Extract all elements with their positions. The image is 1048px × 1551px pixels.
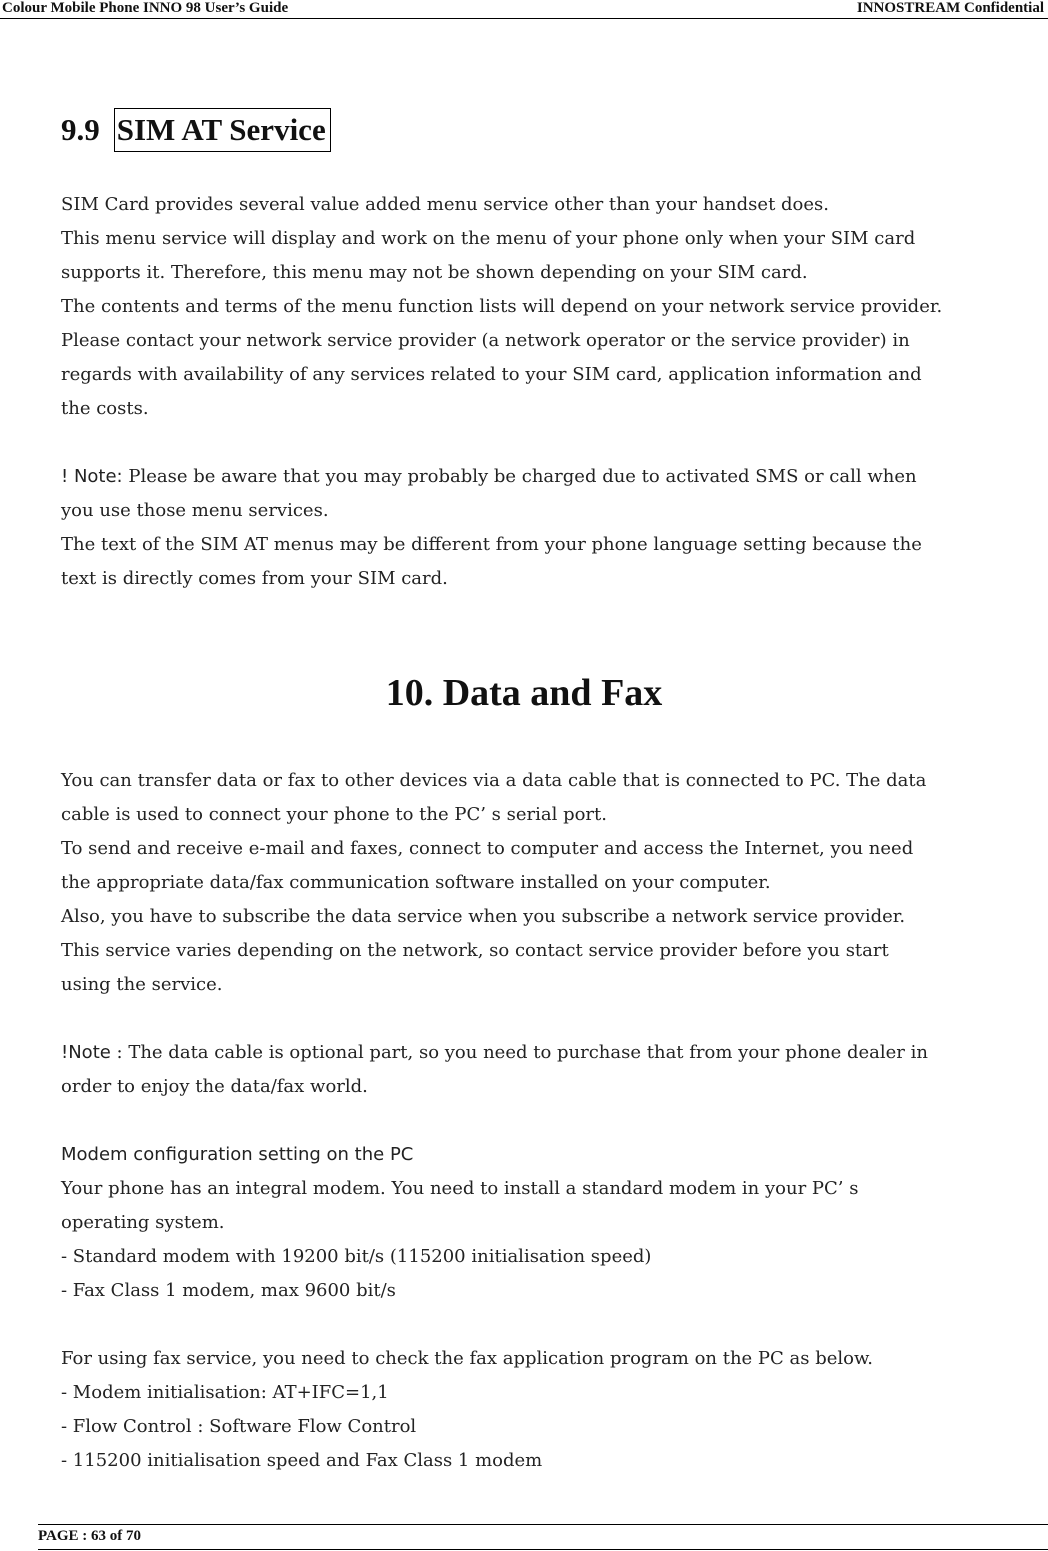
paragraph-line: the costs. <box>61 398 149 419</box>
section-heading <box>61 108 331 152</box>
note-text: Please be aware that you may probably be charged due to activated SMS or call when <box>122 466 917 487</box>
list-item: - Fax Class 1 modem, max 9600 bit/s <box>61 1280 396 1301</box>
paragraph-line: Also, you have to subscribe the data service when you subscribe a network service provider. <box>61 906 906 927</box>
header-confidential: INNOSTREAM Confidential <box>856 0 1044 16</box>
note-text: : The data cable is optional part, so you need to purchase that from your phone dealer in <box>110 1042 928 1063</box>
paragraph-line: supports it. Therefore, this menu may not be shown depending on your SIM card. <box>61 262 808 283</box>
list-item: - Modem initialisation: AT+IFC=1,1 <box>61 1382 389 1403</box>
note-line <box>61 460 1041 494</box>
paragraph-line: you use those menu services. <box>61 500 329 521</box>
paragraph-line: operating system. <box>61 1212 225 1233</box>
note-line <box>61 1036 1041 1070</box>
chapter-title: 10. Data and Fax <box>385 672 663 714</box>
paragraph-line: For using fax service, you need to check the fax application program on the PC as below. <box>61 1348 873 1369</box>
section-title: SIM AT Service <box>114 108 331 152</box>
note-label: ! Note: <box>61 466 123 487</box>
paragraph-line: order to enjoy the data/fax world. <box>61 1076 368 1097</box>
paragraph-line: Your phone has an integral modem. You need to install a standard modem in your PC’ s <box>61 1178 859 1199</box>
paragraph-line: The text of the SIM AT menus may be different from your phone language setting because the <box>61 534 922 555</box>
paragraph-line: the appropriate data/fax communication software installed on your computer. <box>61 872 771 893</box>
page-footer <box>38 1524 1048 1550</box>
paragraph-line: text is directly comes from your SIM card. <box>61 568 448 589</box>
page-header <box>0 0 1048 19</box>
modem-heading: Modem configuration setting on the PC <box>61 1144 414 1165</box>
paragraph-line: The contents and terms of the menu function lists will depend on your network service provider. <box>61 296 943 317</box>
paragraph-line: cable is used to connect your phone to the PC’ s serial port. <box>61 804 607 825</box>
list-item: - Standard modem with 19200 bit/s (115200 initialisation speed) <box>61 1246 652 1267</box>
list-item: - Flow Control : Software Flow Control <box>61 1416 417 1437</box>
paragraph-line: Please contact your network service provider (a network operator or the service provider) in <box>61 330 910 351</box>
section-number: 9.9 <box>61 112 100 147</box>
paragraph-line: using the service. <box>61 974 223 995</box>
note-label: !Note <box>61 1042 111 1063</box>
paragraph-line: This menu service will display and work on the menu of your phone only when your SIM card <box>61 228 916 249</box>
list-item: - 115200 initialisation speed and Fax Class 1 modem <box>61 1450 543 1471</box>
header-doc-title: Colour Mobile Phone INNO 98 User’s Guide <box>2 0 289 16</box>
paragraph-line: You can transfer data or fax to other devices via a data cable that is connected to PC. The data <box>61 770 927 791</box>
section-body <box>61 188 1041 596</box>
paragraph-line: regards with availability of any services related to your SIM card, application information and <box>61 364 922 385</box>
paragraph-line: To send and receive e-mail and faxes, connect to computer and access the Internet, you need <box>61 838 914 859</box>
chapter-body <box>61 764 1041 1478</box>
page-number: PAGE : 63 of 70 <box>38 1528 142 1544</box>
paragraph-line: This service varies depending on the network, so contact service provider before you start <box>61 940 889 961</box>
paragraph-line: SIM Card provides several value added menu service other than your handset does. <box>61 194 829 215</box>
